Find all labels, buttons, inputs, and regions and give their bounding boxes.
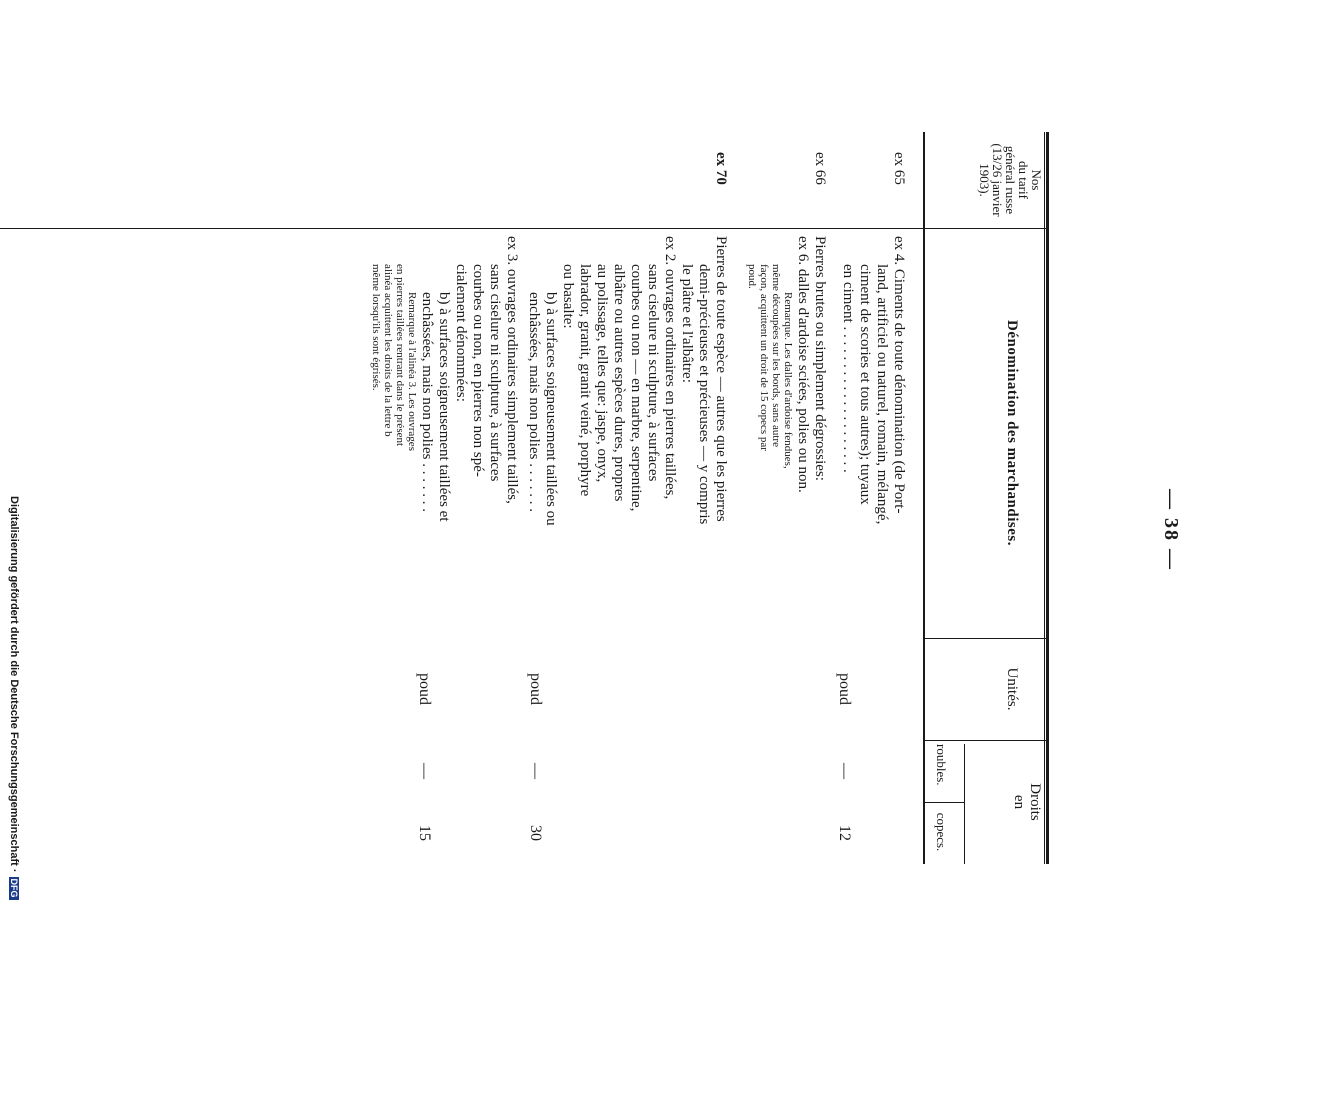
page-number: — 38 — <box>1160 489 1182 571</box>
table-top-rule <box>1046 132 1049 864</box>
digitization-credit: Digitalisierung gefördert durch die Deutsche Forschungsgemeinschaft ·DFG <box>8 496 20 898</box>
col-divider-unit <box>923 638 1049 639</box>
header-unites: Unités. <box>1004 667 1020 711</box>
header-bottom-rule <box>923 132 925 864</box>
table-top-rule-thin <box>1044 132 1045 864</box>
row-copecs-ex65: 12 <box>836 825 853 841</box>
header-denomination: Dénomination des marchandises. <box>1004 320 1020 546</box>
row-desc-ex70-3: ex 3. ouvrages ordinaires simplement taillés, sans ciselure ni sculpture, à surfaces courbes ou non, en pierres non spé- cialement dénommées: b) à surfaces soigneusement taillées et enchâssées, mais non polies . . . . . . . Remarque à l'alinéa 3. Les ouvrages en pierres taillées rentrant dans le présent alinéa acquittent les droits de la lettre b même lorsqu'ils sont égrisés. <box>370 236 520 632</box>
dfg-logo: DFG <box>9 878 19 898</box>
row-roubles-ex70-2b: — <box>527 763 544 779</box>
row-no-ex70: ex 70 <box>713 152 729 185</box>
row-unit-ex70-3b: poud <box>416 673 433 705</box>
header-copecs: copecs. <box>934 812 949 852</box>
row-roubles-ex65: — <box>836 763 853 779</box>
row-no-ex66: ex 66 <box>812 152 828 185</box>
tariff-table <box>0 132 1049 864</box>
header-droits: Droits en <box>1011 783 1043 821</box>
remark-ex70-3: Remarque à l'alinéa 3. Les ouvrages en pierres taillées rentrant dans le présent alinéa acquittent les droits de la lettre b même lorsqu'ils sont égrisés. <box>370 264 418 451</box>
row-unit-ex70-2b: poud <box>527 673 544 705</box>
header-roubles: roubles. <box>934 744 949 786</box>
header-tariff-no: Nos du tarif général russe (13/26 janvier 1903). <box>977 143 1044 217</box>
row-desc-ex65: ex 4. Ciments de toute dénomination (de Port- land, artificiel ou naturel, romain, mélangé, ciment de scories et tous autres); tuyaux en ciment . . . . . . . . . . . . . . . . . . . . <box>840 236 907 525</box>
row-roubles-ex70-3b: — <box>416 763 433 779</box>
col-divider-no <box>0 228 1049 229</box>
droits-sub-rule <box>964 744 965 864</box>
row-copecs-ex70-3b: 15 <box>416 825 433 841</box>
row-no-ex65: ex 65 <box>891 152 907 185</box>
row-unit-ex65: poud <box>836 673 853 705</box>
row-desc-ex66: Pierres brutes ou simplement dégrossies: ex 6. dalles d'ardoise sciées, polies ou non. Remarque. Les dalles d'ardoise fendues, même découpées sur les bords, sans autre façon, acquittent un droit de 15 copecs par poud. <box>746 236 828 632</box>
row-desc-ex70: Pierres de toute espèce — autres que les pierres demi-précieuses et précieuses — y compris le plâtre et l'albâtre: ex 2. ouvrages ordinaires en pierres taillées, sans ciselure ni sculpture, à surfaces courbes ou non — en marbre, serpentine, albâtre ou autres espèces dures, propres au polissage, telles que: jaspe, onyx, labrador, granit, granit veiné, porphyre ou basalte: b) à surfaces soigneusement taillées ou enchâssées, mais non polies . . . . . . . <box>526 236 729 526</box>
row-copecs-ex70-2b: 30 <box>527 825 544 841</box>
remark-ex66: Remarque. Les dalles d'ardoise fendues, même découpées sur les bords, sans autre façon, acquittent un droit de 15 copecs par poud. <box>746 264 794 469</box>
